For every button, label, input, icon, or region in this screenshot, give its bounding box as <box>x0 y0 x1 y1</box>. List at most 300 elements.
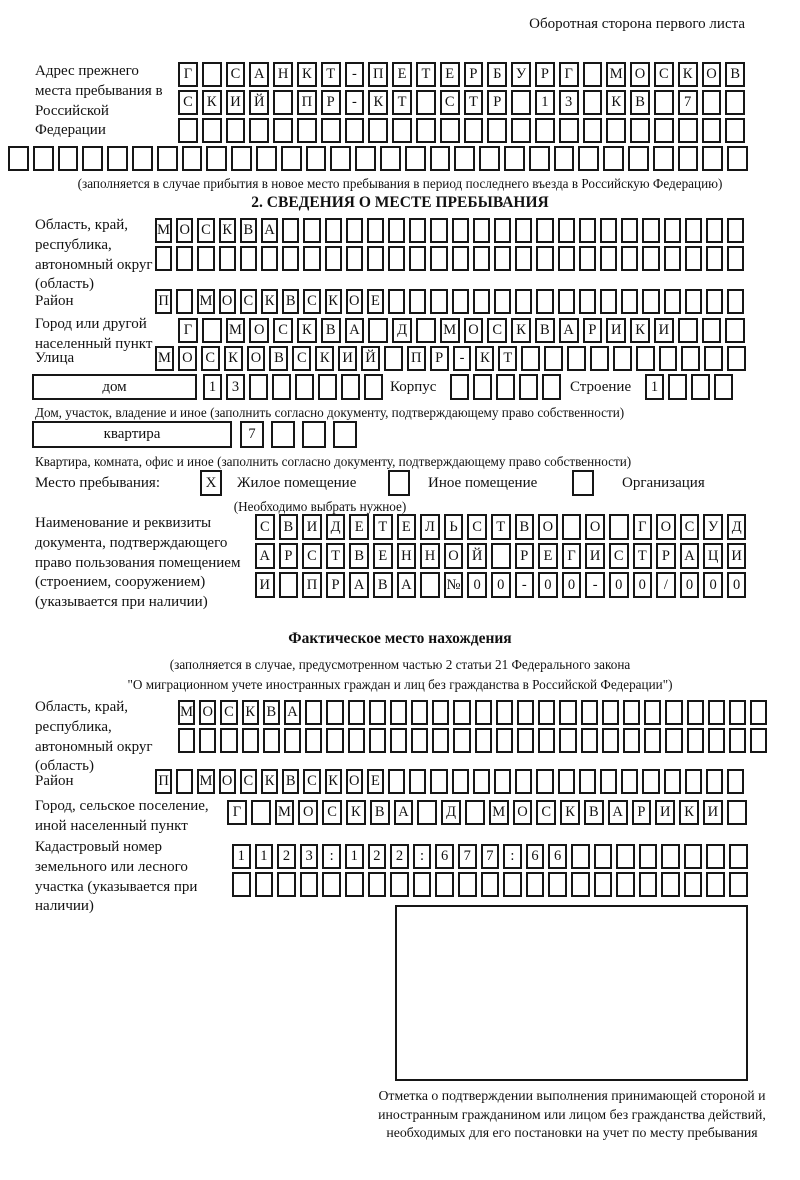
char-cell[interactable] <box>727 146 748 171</box>
char-cell[interactable]: О <box>298 800 318 825</box>
char-cell[interactable]: К <box>202 90 222 115</box>
char-cell[interactable]: 2 <box>277 844 296 869</box>
char-cell[interactable] <box>249 118 269 143</box>
char-cell[interactable] <box>515 246 532 271</box>
char-cell[interactable] <box>511 118 531 143</box>
char-cell[interactable]: - <box>453 346 472 371</box>
char-cell[interactable] <box>594 872 613 897</box>
char-cell[interactable] <box>487 118 507 143</box>
char-cell[interactable] <box>621 246 638 271</box>
char-cell[interactable] <box>609 514 629 540</box>
char-cell[interactable] <box>273 90 293 115</box>
char-cell[interactable]: М <box>197 769 214 794</box>
char-cell[interactable]: А <box>397 572 417 598</box>
char-cell[interactable]: 6 <box>435 844 454 869</box>
char-cell[interactable] <box>176 246 193 271</box>
char-cell[interactable] <box>661 844 680 869</box>
char-cell[interactable] <box>571 844 590 869</box>
char-cell[interactable]: Е <box>538 543 558 569</box>
char-cell[interactable] <box>206 146 227 171</box>
char-cell[interactable] <box>714 374 733 400</box>
char-cell[interactable] <box>515 218 532 243</box>
char-cell[interactable] <box>251 800 271 825</box>
char-cell[interactable] <box>536 769 553 794</box>
char-cell[interactable] <box>602 728 619 753</box>
char-cell[interactable] <box>440 118 460 143</box>
char-cell[interactable] <box>409 246 426 271</box>
char-cell[interactable] <box>515 769 532 794</box>
char-cell[interactable] <box>295 374 314 400</box>
char-cell[interactable] <box>559 118 579 143</box>
char-cell[interactable] <box>642 769 659 794</box>
char-cell[interactable] <box>305 728 322 753</box>
char-cell[interactable] <box>594 844 613 869</box>
char-cell[interactable]: 2 <box>368 844 387 869</box>
char-cell[interactable] <box>277 872 296 897</box>
char-cell[interactable]: Ц <box>703 543 723 569</box>
char-cell[interactable] <box>409 289 426 314</box>
char-cell[interactable] <box>132 146 153 171</box>
char-cell[interactable]: 1 <box>232 844 251 869</box>
char-cell[interactable]: О <box>464 318 484 343</box>
char-cell[interactable] <box>405 146 426 171</box>
char-cell[interactable] <box>578 146 599 171</box>
char-cell[interactable]: В <box>240 218 257 243</box>
char-cell[interactable]: У <box>511 62 531 87</box>
char-cell[interactable]: Н <box>273 62 293 87</box>
char-cell[interactable]: С <box>292 346 311 371</box>
char-cell[interactable] <box>562 514 582 540</box>
char-cell[interactable] <box>420 572 440 598</box>
char-cell[interactable]: М <box>226 318 246 343</box>
char-cell[interactable]: Т <box>464 90 484 115</box>
char-cell[interactable] <box>392 118 412 143</box>
char-cell[interactable]: В <box>263 700 280 725</box>
char-cell[interactable]: Т <box>491 514 511 540</box>
char-cell[interactable]: В <box>515 514 535 540</box>
char-cell[interactable] <box>729 844 748 869</box>
char-cell[interactable]: Е <box>367 769 384 794</box>
char-cell[interactable]: 3 <box>226 374 245 400</box>
char-cell[interactable]: Й <box>249 90 269 115</box>
char-cell[interactable] <box>685 289 702 314</box>
char-cell[interactable]: И <box>585 543 605 569</box>
char-cell[interactable] <box>702 90 722 115</box>
char-cell[interactable] <box>621 289 638 314</box>
char-cell[interactable] <box>242 728 259 753</box>
char-cell[interactable] <box>300 872 319 897</box>
char-cell[interactable] <box>465 800 485 825</box>
char-cell[interactable]: - <box>345 62 365 87</box>
char-cell[interactable] <box>82 146 103 171</box>
char-cell[interactable] <box>630 118 650 143</box>
char-cell[interactable] <box>600 218 617 243</box>
char-cell[interactable]: Р <box>515 543 535 569</box>
char-cell[interactable]: Р <box>321 90 341 115</box>
char-cell[interactable]: Д <box>727 514 747 540</box>
char-cell[interactable]: : <box>322 844 341 869</box>
char-cell[interactable] <box>355 146 376 171</box>
char-cell[interactable] <box>155 246 172 271</box>
char-cell[interactable] <box>504 146 525 171</box>
char-cell[interactable]: К <box>678 62 698 87</box>
char-cell[interactable] <box>517 700 534 725</box>
char-cell[interactable] <box>321 118 341 143</box>
char-cell[interactable]: 0 <box>727 572 747 598</box>
char-cell[interactable]: С <box>322 800 342 825</box>
char-cell[interactable] <box>464 118 484 143</box>
char-cell[interactable] <box>367 218 384 243</box>
char-cell[interactable]: В <box>282 289 299 314</box>
char-cell[interactable] <box>517 728 534 753</box>
char-cell[interactable] <box>388 769 405 794</box>
char-cell[interactable] <box>691 374 710 400</box>
char-cell[interactable] <box>583 90 603 115</box>
char-cell[interactable]: С <box>467 514 487 540</box>
char-cell[interactable] <box>272 374 291 400</box>
char-cell[interactable]: И <box>703 800 723 825</box>
char-cell[interactable] <box>409 218 426 243</box>
char-cell[interactable]: С <box>609 543 629 569</box>
char-cell[interactable] <box>559 700 576 725</box>
char-cell[interactable]: М <box>489 800 509 825</box>
char-cell[interactable] <box>452 289 469 314</box>
char-cell[interactable]: Е <box>349 514 369 540</box>
char-cell[interactable] <box>581 700 598 725</box>
char-cell[interactable]: М <box>155 218 172 243</box>
char-cell[interactable]: С <box>220 700 237 725</box>
char-cell[interactable] <box>107 146 128 171</box>
char-cell[interactable] <box>665 728 682 753</box>
char-cell[interactable] <box>452 246 469 271</box>
char-cell[interactable]: М <box>275 800 295 825</box>
char-cell[interactable]: Р <box>464 62 484 87</box>
char-cell[interactable] <box>558 289 575 314</box>
char-cell[interactable]: К <box>560 800 580 825</box>
char-cell[interactable] <box>202 62 222 87</box>
char-cell[interactable]: К <box>297 318 317 343</box>
char-cell[interactable]: Й <box>467 543 487 569</box>
char-cell[interactable]: К <box>224 346 243 371</box>
char-cell[interactable] <box>616 872 635 897</box>
char-cell[interactable] <box>558 246 575 271</box>
char-cell[interactable] <box>654 90 674 115</box>
char-cell[interactable] <box>659 346 678 371</box>
char-cell[interactable] <box>220 728 237 753</box>
char-cell[interactable] <box>494 218 511 243</box>
char-cell[interactable] <box>621 218 638 243</box>
char-cell[interactable] <box>475 728 492 753</box>
char-cell[interactable] <box>579 289 596 314</box>
char-cell[interactable]: Г <box>178 318 198 343</box>
char-cell[interactable] <box>559 728 576 753</box>
char-cell[interactable]: Е <box>392 62 412 87</box>
char-cell[interactable]: К <box>219 218 236 243</box>
char-cell[interactable] <box>458 872 477 897</box>
char-cell[interactable]: 6 <box>548 844 567 869</box>
char-cell[interactable] <box>473 289 490 314</box>
char-cell[interactable] <box>664 289 681 314</box>
char-cell[interactable]: М <box>440 318 460 343</box>
char-cell[interactable]: 7 <box>458 844 477 869</box>
char-cell[interactable] <box>453 728 470 753</box>
char-cell[interactable] <box>725 90 745 115</box>
char-cell[interactable]: А <box>249 62 269 87</box>
char-cell[interactable]: 7 <box>240 421 264 448</box>
char-cell[interactable] <box>473 218 490 243</box>
char-cell[interactable]: О <box>176 218 193 243</box>
char-cell[interactable] <box>729 872 748 897</box>
char-cell[interactable] <box>727 289 744 314</box>
char-cell[interactable] <box>521 346 540 371</box>
char-cell[interactable] <box>473 246 490 271</box>
char-cell[interactable] <box>417 800 437 825</box>
char-cell[interactable]: С <box>680 514 700 540</box>
char-cell[interactable]: Г <box>178 62 198 87</box>
char-cell[interactable] <box>706 769 723 794</box>
char-cell[interactable] <box>681 346 700 371</box>
char-cell[interactable]: К <box>368 90 388 115</box>
char-cell[interactable] <box>621 769 638 794</box>
char-cell[interactable]: 0 <box>609 572 629 598</box>
char-cell[interactable] <box>678 118 698 143</box>
char-cell[interactable]: И <box>338 346 357 371</box>
char-cell[interactable] <box>473 769 490 794</box>
char-cell[interactable]: Р <box>632 800 652 825</box>
char-cell[interactable] <box>369 728 386 753</box>
char-cell[interactable]: О <box>219 769 236 794</box>
char-cell[interactable]: Т <box>373 514 393 540</box>
char-cell[interactable] <box>727 769 744 794</box>
char-cell[interactable] <box>727 346 746 371</box>
char-cell[interactable] <box>430 246 447 271</box>
char-cell[interactable] <box>616 844 635 869</box>
char-cell[interactable] <box>600 289 617 314</box>
char-cell[interactable]: К <box>261 769 278 794</box>
char-cell[interactable]: С <box>303 289 320 314</box>
char-cell[interactable] <box>535 118 555 143</box>
char-cell[interactable] <box>219 246 236 271</box>
char-cell[interactable] <box>58 146 79 171</box>
char-cell[interactable] <box>430 146 451 171</box>
char-cell[interactable]: 0 <box>467 572 487 598</box>
char-cell[interactable] <box>430 769 447 794</box>
char-cell[interactable] <box>538 700 555 725</box>
char-cell[interactable]: 7 <box>678 90 698 115</box>
char-cell[interactable]: П <box>297 90 317 115</box>
char-cell[interactable] <box>642 218 659 243</box>
char-cell[interactable] <box>623 728 640 753</box>
char-cell[interactable]: О <box>346 289 363 314</box>
char-cell[interactable]: Т <box>326 543 346 569</box>
char-cell[interactable] <box>536 246 553 271</box>
char-cell[interactable]: А <box>345 318 365 343</box>
char-cell[interactable]: 2 <box>390 844 409 869</box>
char-cell[interactable] <box>416 318 436 343</box>
char-cell[interactable] <box>668 374 687 400</box>
char-cell[interactable] <box>453 700 470 725</box>
char-cell[interactable]: С <box>240 289 257 314</box>
char-cell[interactable]: О <box>178 346 197 371</box>
char-cell[interactable]: Е <box>440 62 460 87</box>
char-cell[interactable]: В <box>370 800 390 825</box>
char-cell[interactable] <box>544 346 563 371</box>
char-cell[interactable]: В <box>321 318 341 343</box>
char-cell[interactable]: Е <box>397 514 417 540</box>
char-cell[interactable] <box>318 374 337 400</box>
char-cell[interactable] <box>644 700 661 725</box>
char-cell[interactable]: : <box>413 844 432 869</box>
char-cell[interactable] <box>542 374 561 400</box>
char-cell[interactable]: 1 <box>203 374 222 400</box>
char-cell[interactable]: К <box>242 700 259 725</box>
char-cell[interactable] <box>306 146 327 171</box>
char-cell[interactable]: : <box>503 844 522 869</box>
char-cell[interactable] <box>368 872 387 897</box>
char-cell[interactable] <box>496 728 513 753</box>
char-cell[interactable] <box>199 728 216 753</box>
char-cell[interactable] <box>706 872 725 897</box>
char-cell[interactable] <box>346 218 363 243</box>
char-cell[interactable] <box>704 346 723 371</box>
char-cell[interactable] <box>558 218 575 243</box>
char-cell[interactable] <box>602 700 619 725</box>
char-cell[interactable]: Р <box>279 543 299 569</box>
char-cell[interactable] <box>685 769 702 794</box>
char-cell[interactable] <box>702 318 722 343</box>
char-cell[interactable] <box>416 118 436 143</box>
char-cell[interactable]: Г <box>562 543 582 569</box>
char-cell[interactable] <box>750 700 767 725</box>
char-cell[interactable]: Н <box>420 543 440 569</box>
kvartira-type-box[interactable]: квартира <box>32 421 232 448</box>
char-cell[interactable]: В <box>725 62 745 87</box>
char-cell[interactable]: Г <box>559 62 579 87</box>
char-cell[interactable] <box>708 728 725 753</box>
char-cell[interactable] <box>636 346 655 371</box>
char-cell[interactable]: Т <box>392 90 412 115</box>
char-cell[interactable]: К <box>511 318 531 343</box>
char-cell[interactable]: А <box>349 572 369 598</box>
char-cell[interactable]: У <box>703 514 723 540</box>
char-cell[interactable] <box>548 872 567 897</box>
char-cell[interactable]: 0 <box>491 572 511 598</box>
char-cell[interactable] <box>583 118 603 143</box>
char-cell[interactable] <box>232 872 251 897</box>
char-cell[interactable] <box>390 872 409 897</box>
char-cell[interactable]: О <box>249 318 269 343</box>
char-cell[interactable]: А <box>608 800 628 825</box>
char-cell[interactable] <box>341 374 360 400</box>
char-cell[interactable]: М <box>606 62 626 87</box>
stay-checkbox-org[interactable] <box>572 470 594 496</box>
char-cell[interactable] <box>226 118 246 143</box>
char-cell[interactable]: О <box>630 62 650 87</box>
char-cell[interactable]: А <box>261 218 278 243</box>
char-cell[interactable]: И <box>655 800 675 825</box>
char-cell[interactable]: С <box>654 62 674 87</box>
char-cell[interactable] <box>558 769 575 794</box>
char-cell[interactable] <box>176 289 193 314</box>
char-cell[interactable] <box>526 872 545 897</box>
char-cell[interactable] <box>725 318 745 343</box>
char-cell[interactable]: К <box>606 90 626 115</box>
dom-type-box[interactable]: дом <box>32 374 197 400</box>
char-cell[interactable]: - <box>515 572 535 598</box>
char-cell[interactable]: К <box>475 346 494 371</box>
char-cell[interactable] <box>606 118 626 143</box>
char-cell[interactable] <box>536 218 553 243</box>
char-cell[interactable] <box>33 146 54 171</box>
char-cell[interactable] <box>282 218 299 243</box>
char-cell[interactable]: В <box>535 318 555 343</box>
char-cell[interactable] <box>273 118 293 143</box>
char-cell[interactable] <box>579 246 596 271</box>
char-cell[interactable] <box>665 700 682 725</box>
char-cell[interactable] <box>603 146 624 171</box>
char-cell[interactable]: Б <box>487 62 507 87</box>
char-cell[interactable] <box>639 872 658 897</box>
char-cell[interactable] <box>263 728 280 753</box>
char-cell[interactable]: 3 <box>300 844 319 869</box>
char-cell[interactable]: Е <box>373 543 393 569</box>
char-cell[interactable]: О <box>585 514 605 540</box>
char-cell[interactable]: С <box>255 514 275 540</box>
char-cell[interactable]: К <box>315 346 334 371</box>
char-cell[interactable]: С <box>201 346 220 371</box>
char-cell[interactable] <box>628 146 649 171</box>
char-cell[interactable] <box>452 218 469 243</box>
char-cell[interactable]: В <box>269 346 288 371</box>
char-cell[interactable] <box>452 769 469 794</box>
char-cell[interactable] <box>579 769 596 794</box>
char-cell[interactable] <box>554 146 575 171</box>
char-cell[interactable] <box>479 146 500 171</box>
char-cell[interactable]: С <box>197 218 214 243</box>
char-cell[interactable]: Н <box>397 543 417 569</box>
char-cell[interactable]: Р <box>583 318 603 343</box>
char-cell[interactable] <box>157 146 178 171</box>
char-cell[interactable] <box>664 769 681 794</box>
char-cell[interactable]: Р <box>487 90 507 115</box>
char-cell[interactable] <box>368 318 388 343</box>
char-cell[interactable]: 0 <box>703 572 723 598</box>
char-cell[interactable] <box>297 118 317 143</box>
char-cell[interactable]: Т <box>321 62 341 87</box>
char-cell[interactable] <box>411 728 428 753</box>
char-cell[interactable] <box>644 728 661 753</box>
char-cell[interactable] <box>390 700 407 725</box>
char-cell[interactable]: Т <box>416 62 436 87</box>
char-cell[interactable] <box>536 289 553 314</box>
char-cell[interactable] <box>271 421 295 448</box>
char-cell[interactable] <box>368 118 388 143</box>
char-cell[interactable]: О <box>346 769 363 794</box>
char-cell[interactable]: 7 <box>481 844 500 869</box>
char-cell[interactable] <box>750 728 767 753</box>
char-cell[interactable] <box>454 146 475 171</box>
char-cell[interactable] <box>325 246 342 271</box>
char-cell[interactable]: С <box>273 318 293 343</box>
char-cell[interactable]: П <box>302 572 322 598</box>
stay-checkbox-zhiloe[interactable]: X <box>200 470 222 496</box>
char-cell[interactable]: В <box>282 769 299 794</box>
char-cell[interactable] <box>579 218 596 243</box>
char-cell[interactable] <box>256 146 277 171</box>
char-cell[interactable] <box>725 118 745 143</box>
char-cell[interactable] <box>702 146 723 171</box>
char-cell[interactable] <box>8 146 29 171</box>
